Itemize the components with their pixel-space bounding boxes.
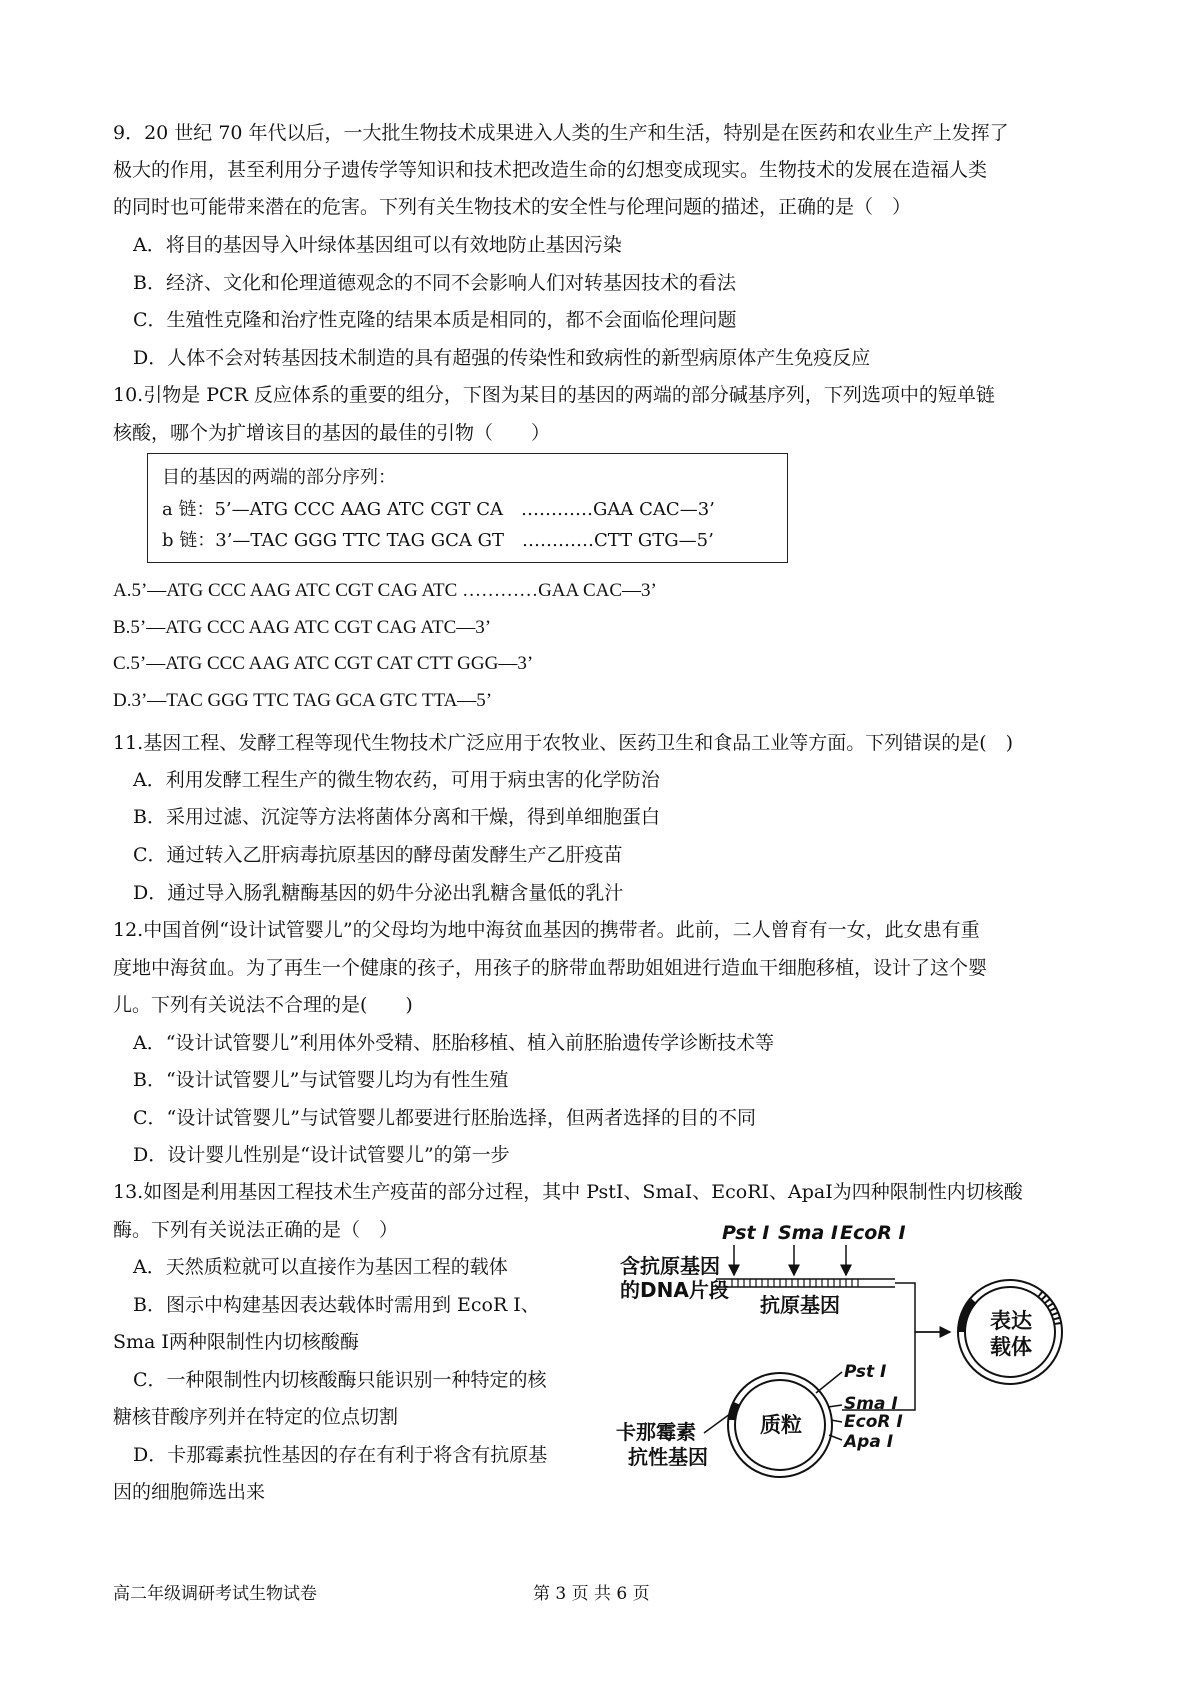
sequence-box-title: 目的基因的两端的部分序列： [162,467,396,488]
q13-option-d: D．卡那霉素抗性基因的存在有利于将含有抗原基 [133,1444,548,1466]
dna-fragment [716,1279,895,1287]
expression-vector-label-1: 表达 [990,1309,1032,1333]
q9-stem-line-2: 极大的作用，甚至利用分子遗传学等知识和技术把改造生命的幻想变成现实。生物技术的发展在造福人类 [113,159,988,181]
dna-label-line-2: 的DNA片段 [620,1278,729,1302]
q12-option-a: A．“设计试管婴儿”利用体外受精、胚胎移植、植入前胚胎遗传学诊断技术等 [133,1032,775,1054]
q11-option-d: D．通过导入肠乳糖酶基因的奶牛分泌出乳糖含量低的乳汁 [133,882,624,904]
sma-site-leader [828,1405,842,1407]
q12-stem-line-3: 儿。下列有关说法不合理的是( ) [113,994,413,1016]
q13-option-a: A．天然质粒就可以直接作为基因工程的载体 [133,1256,508,1278]
expression-vector-label-2: 载体 [990,1335,1032,1359]
plasmid-label: 质粒 [760,1413,802,1437]
q12-stem-line-2: 度地中海贫血。为了再生一个健康的孩子，用孩子的脐带血帮助姐姐进行造血干细胞移植，设计了这个婴 [113,957,988,979]
antigen-gene-label: 抗原基因 [760,1293,840,1317]
kan-label-line-1: 卡那霉素 [616,1420,696,1444]
q12-stem-line-1: 12.中国首例“设计试管婴儿”的父母均为地中海贫血基因的携带者。此前，二人曾育有一女，此女患有重 [113,919,980,941]
q13-option-d-cont: 因的细胞筛选出来 [113,1481,266,1503]
q12-option-d: D．设计婴儿性别是“设计试管婴儿”的第一步 [133,1144,510,1166]
q13-option-b: B．图示中构建基因表达载体时需用到 EcoR Ⅰ、 [133,1294,540,1316]
q10-stem-line-2: 核酸，哪个为扩增该目的基因的最佳的引物（ ） [113,422,551,444]
q10-stem-line-1: 10.引物是 PCR 反应体系的重要的组分，下图为某目的基因的两端的部分碱基序列，下列选项中的短单链 [113,384,995,406]
q13-option-c-cont: 糖核苷酸序列并在特定的位点切割 [113,1406,399,1428]
q10-option-b: B.5’—ATG CCC AAG ATC CGT CAG ATC—3’ [113,617,492,638]
sequence-box [147,453,788,563]
q11-option-c: C．通过转入乙肝病毒抗原基因的酵母菌发酵生产乙肝疫苗 [133,844,623,866]
q9-stem-line-1: 9．20 世纪 70 年代以后，一大批生物技术成果进入人类的生产和生活，特别是在医药和农业生产上发挥了 [113,122,1009,144]
q11-stem-line-1: 11.基因工程、发酵工程等现代生物技术广泛应用于农牧业、医药卫生和食品工业等方面。下列错误的是( ) [113,732,1014,754]
q13-option-b-cont: Sma Ⅰ两种限制性内切核酸酶 [113,1331,359,1353]
kan-label-line-2: 抗性基因 [628,1445,708,1469]
q10-option-a: A.5’—ATG CCC AAG ATC CGT CAG ATC …………GAA CAC—3’ [113,580,657,601]
plasmid-site-ecor: EcoR Ⅰ [844,1412,903,1432]
q9-option-b: B．经济、文化和伦理道德观念的不同不会影响人们对转基因技术的看法 [133,272,736,294]
q9-option-d: D．人体不会对转基因技术制造的具有超强的传染性和致病性的新型病原体产生免疫反应 [133,347,871,369]
q9-stem-line-3: 的同时也可能带来潜在的危害。下列有关生物技术的安全性与伦理问题的描述，正确的是（ ） [113,196,912,218]
q13-stem-line-1: 13.如图是利用基因工程技术生产疫苗的部分过程，其中 PstI、SmaI、EcoRI、ApaI为四种限制性内切核酸 [113,1181,1023,1203]
dna-label-line-1: 含抗原基因 [620,1254,720,1278]
q13-stem-line-2: 酶。下列有关说法正确的是（ ） [113,1219,399,1241]
enzyme-label-sma-top: Sma Ⅰ [778,1222,838,1244]
dna-to-vector-connector [895,1283,950,1332]
q12-option-b: B．“设计试管婴儿”与试管婴儿均为有性生殖 [133,1069,509,1091]
b-chain-sequence: b 链：3’—TAC GGG TTC TAG GCA GT …………CTT GTG—5’ [162,530,714,551]
q12-option-c: C．“设计试管婴儿”与试管婴儿都要进行胚胎选择，但两者选择的目的不同 [133,1107,756,1129]
vaccine-construction-figure [610,1215,1110,1495]
plasmid-site-apa: Apa Ⅰ [844,1432,894,1452]
enzyme-label-pst-top: Pst Ⅰ [722,1222,770,1244]
q9-option-a: A．将目的基因导入叶绿体基因组可以有效地防止基因污染 [133,234,622,256]
q13-option-c: C．一种限制性内切核酸酶只能识别一种特定的核 [133,1369,547,1391]
kan-gene-leader [704,1411,734,1433]
enzyme-label-ecor-top: EcoR Ⅰ [840,1222,906,1244]
footer-exam-title: 高二年级调研考试生物试卷 [113,1584,317,1604]
plasmid-site-sma: Sma Ⅰ [844,1394,898,1414]
a-chain-sequence: a 链：5’—ATG CCC AAG ATC CGT CA …………GAA CAC—3’ [162,499,715,520]
pst-site-leader [816,1372,842,1393]
q11-option-b: B．采用过滤、沉淀等方法将菌体分离和干燥，得到单细胞蛋白 [133,806,660,828]
q9-option-c: C．生殖性克隆和治疗性克隆的结果本质是相同的，都不会面临伦理问题 [133,309,737,331]
footer-page-number: 第 3 页 共 6 页 [533,1584,650,1604]
q11-option-a: A．利用发酵工程生产的微生物农药，可用于病虫害的化学防治 [133,769,660,791]
q10-option-c: C.5’—ATG CCC AAG ATC CGT CAT CTT GGG—3’ [113,653,534,674]
plasmid-site-pst: Pst Ⅰ [844,1362,887,1382]
q10-option-d: D.3’—TAC GGG TTC TAG GCA GTC TTA—5’ [113,690,493,711]
